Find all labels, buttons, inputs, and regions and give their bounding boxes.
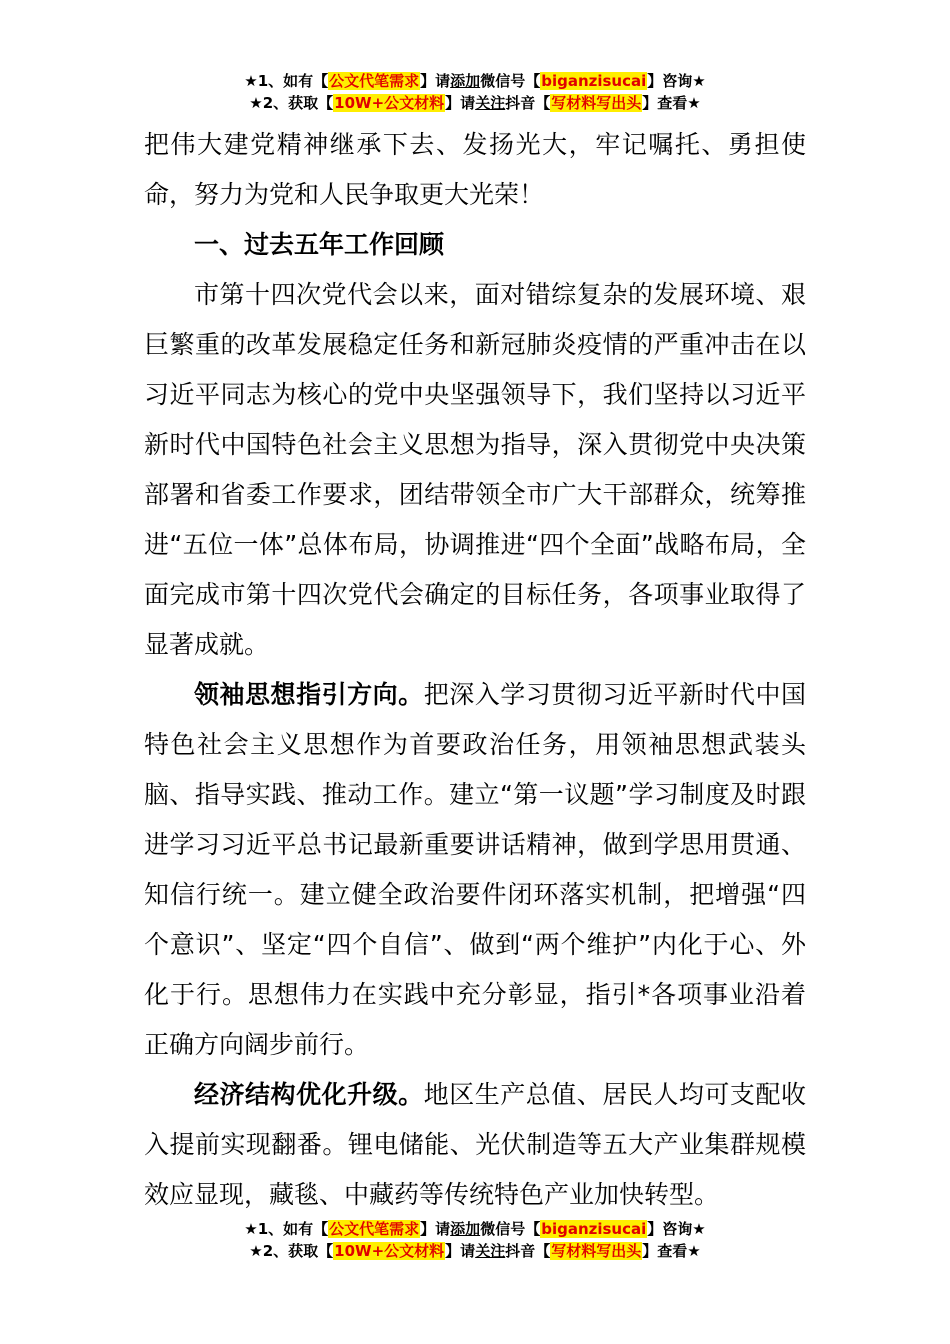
- banner-underlined-text: 添加: [450, 72, 481, 90]
- highlight-douyin: 写材料写出头: [551, 1242, 642, 1260]
- banner-text: 】咨询: [647, 72, 693, 90]
- star-icon: ★: [687, 94, 701, 112]
- banner-line-2: [0, 1240, 950, 1262]
- banner-text: 】请: [445, 1242, 476, 1260]
- banner-underlined-text: 关注: [475, 1242, 506, 1260]
- banner-text: 】请: [420, 72, 451, 90]
- section-heading: 一、过去五年工作回顾: [194, 230, 445, 259]
- document-body: [144, 120, 806, 1220]
- banner-text: 】查看: [642, 94, 688, 112]
- banner-line-1: [0, 1218, 950, 1240]
- star-icon: ★: [249, 94, 263, 112]
- banner-line-1: [0, 70, 950, 92]
- paragraph-review: 市第十四次党代会以来，面对错综复杂的发展环境、艰巨繁重的改革发展稳定任务和新冠肺炎疫情的严重冲击在以习近平同志为核心的党中央坚强领导下，我们坚持以习近平新时代中国特色社会主义思想为指导，深入贯彻党中央决策部署和省委工作要求，团结带领全市广大干部群众，统筹推进“五位一体”总体布局，协调推进“四个全面”战略布局，全面完成市第十四次党代会确定的目标任务，各项事业取得了显著成就。: [144, 280, 806, 659]
- highlight-materials: 10W+公文材料: [334, 1242, 445, 1260]
- banner-text: 微信号【: [480, 1220, 541, 1238]
- intro-tail-paragraph: 把伟大建党精神继承下去、发扬光大，牢记嘱托、勇担使命，努力为党和人民争取更大光荣！: [144, 130, 806, 209]
- highlight-douyin: 写材料写出头: [551, 94, 642, 112]
- banner-text: 2、获取【: [262, 94, 334, 112]
- paragraph-economic-structure: [144, 1070, 806, 1220]
- header-banner: [0, 70, 950, 114]
- highlight-wechat-id: biganzisucai: [541, 72, 647, 90]
- banner-underlined-text: 添加: [450, 1220, 481, 1238]
- banner-text: 1、如有【: [257, 72, 329, 90]
- paragraph-body: 把深入学习贯彻习近平新时代中国特色社会主义思想作为首要政治任务，用领袖思想武装头脑、指导实践、推动工作。建立“第一议题”学习制度及时跟进学习习近平总书记最新重要讲话精神，做到学思用贯通、知信行统一。建立健全政治要件闭环落实机制，把增强“四个意识”、坚定“四个自信”、做到“两个维护”内化于心、外化于行。思想伟力在实践中充分彰显，指引*各项事业沿着正确方向阔步前行。: [144, 680, 806, 1059]
- star-icon: ★: [244, 1220, 258, 1238]
- paragraph-lead: 经济结构优化升级。: [194, 1080, 424, 1109]
- star-icon: ★: [687, 1242, 701, 1260]
- banner-text: 】查看: [642, 1242, 688, 1260]
- footer-banner: [0, 1218, 950, 1262]
- star-icon: ★: [692, 72, 706, 90]
- banner-underlined-text: 关注: [475, 94, 506, 112]
- banner-text: 抖音【: [505, 94, 551, 112]
- star-icon: ★: [244, 72, 258, 90]
- highlight-service: 公文代笔需求: [329, 72, 420, 90]
- banner-line-2: [0, 92, 950, 114]
- paragraph-body: 地区生产总值、居民人均可支配收入提前实现翻番。锂电储能、光伏制造等五大产业集群规模效应显现，藏毯、中藏药等传统特色产业加快转型。: [144, 1080, 806, 1209]
- star-icon: ★: [249, 1242, 263, 1260]
- paragraph-leadership-thought: [144, 670, 806, 1070]
- banner-text: 抖音【: [505, 1242, 551, 1260]
- banner-text: 微信号【: [480, 72, 541, 90]
- highlight-service: 公文代笔需求: [329, 1220, 420, 1238]
- banner-text: 】咨询: [647, 1220, 693, 1238]
- star-icon: ★: [692, 1220, 706, 1238]
- banner-text: 2、获取【: [262, 1242, 334, 1260]
- banner-text: 】请: [420, 1220, 451, 1238]
- highlight-materials: 10W+公文材料: [334, 94, 445, 112]
- highlight-wechat-id: biganzisucai: [541, 1220, 647, 1238]
- banner-text: 1、如有【: [257, 1220, 329, 1238]
- banner-text: 】请: [445, 94, 476, 112]
- paragraph-lead: 领袖思想指引方向。: [194, 680, 424, 709]
